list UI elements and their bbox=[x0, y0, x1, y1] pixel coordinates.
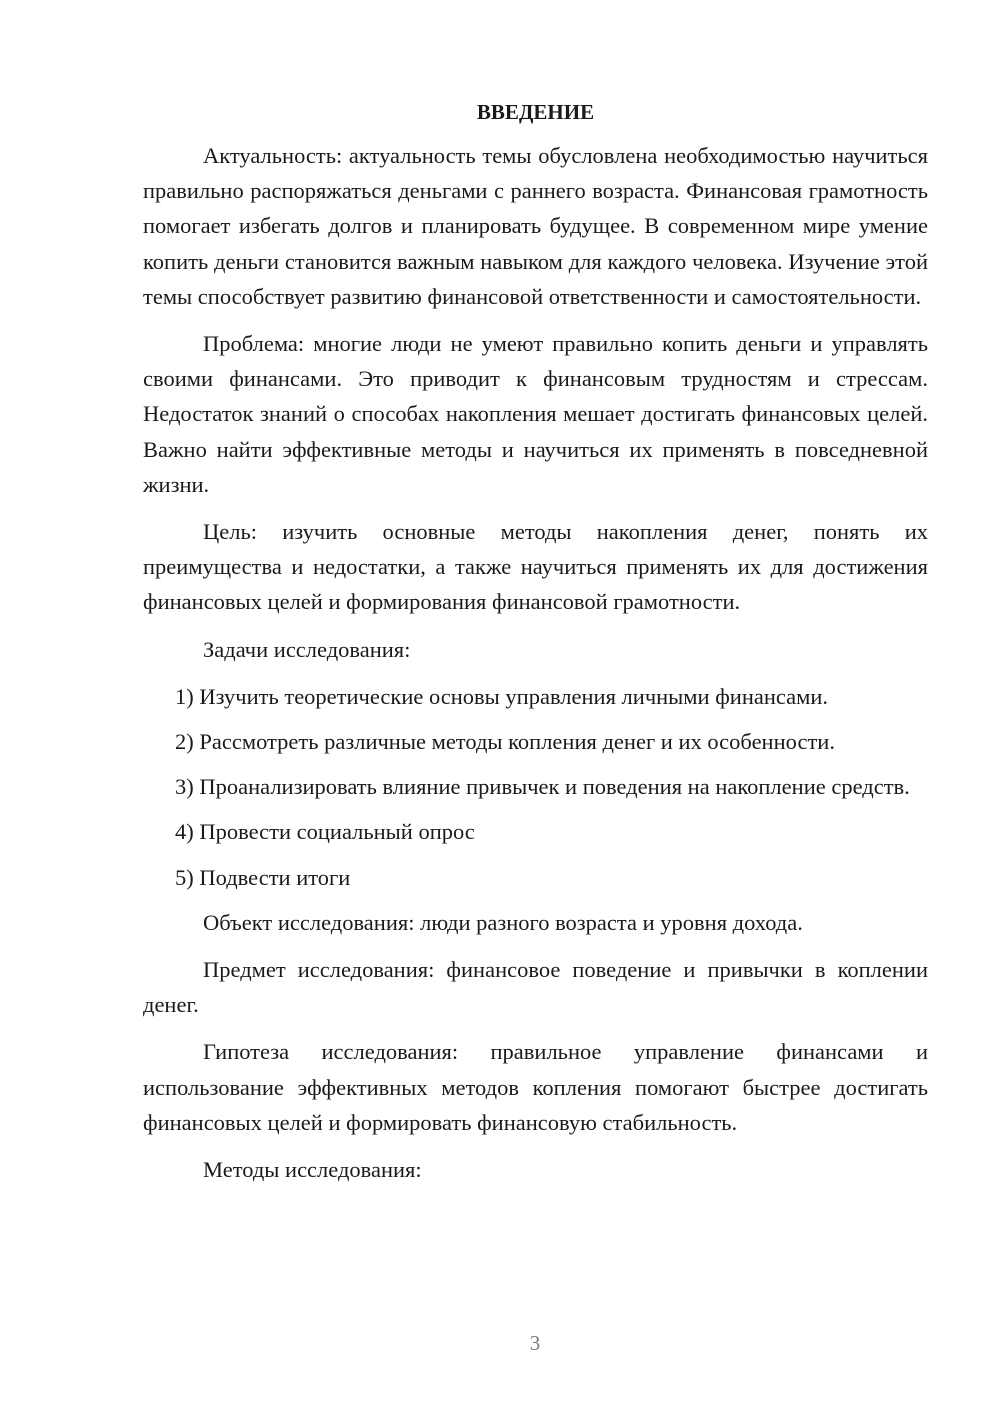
hypothesis-paragraph: Гипотеза исследования: правильное управление финансами и использование эффективных методов копления помогают быстрее достигать финансовых целей и формировать финансовую стабильность. bbox=[143, 1039, 928, 1135]
section-heading: ВВЕДЕНИЕ bbox=[476, 100, 595, 124]
task-item-4: 4) Провести социальный опрос bbox=[175, 819, 475, 845]
task-item-1: 1) Изучить теоретические основы управления личными финансами. bbox=[175, 683, 829, 709]
tasks-title: Задачи исследования: bbox=[203, 636, 411, 662]
problem-paragraph: Проблема: многие люди не умеют правильно копить деньги и управлять своими финансами. Это приводит к финансовым трудностям и стрессам. Недостаток знаний о способах накопления мешает достигать финансовых целей. Важно найти эффективные методы и научиться их применять в повседневной жизни. bbox=[143, 331, 928, 497]
text-column bbox=[143, 96, 928, 1199]
goal-paragraph: Цель: изучить основные методы накопления денег, понять их преимущества и недостатки, а также научиться применять их для достижения финансовых целей и формирования финансовой грамотности. bbox=[143, 519, 928, 615]
subject-paragraph: Предмет исследования: финансовое поведение и привычки в коплении денег. bbox=[143, 957, 928, 1018]
object-paragraph: Объект исследования: люди разного возраста и уровня дохода. bbox=[203, 909, 803, 935]
relevance-paragraph: Актуальность: актуальность темы обусловлена необходимостью научиться правильно распоряжаться деньгами с раннего возраста. Финансовая грамотность помогает избегать долгов и планировать будущее. В современном мире умение копить деньги становится важным навыком для каждого человека. Изучение этой темы способствует развитию финансовой ответственности и самостоятельности. bbox=[143, 143, 928, 309]
page-number: 3 bbox=[529, 1331, 541, 1355]
task-item-3: 3) Проанализировать влияние привычек и поведения на накопление средств. bbox=[175, 774, 910, 800]
task-item-5: 5) Подвести итоги bbox=[175, 864, 351, 890]
task-item-2: 2) Рассмотреть различные методы копления денег и их особенности. bbox=[175, 729, 835, 755]
methods-title: Методы исследования: bbox=[203, 1157, 422, 1183]
